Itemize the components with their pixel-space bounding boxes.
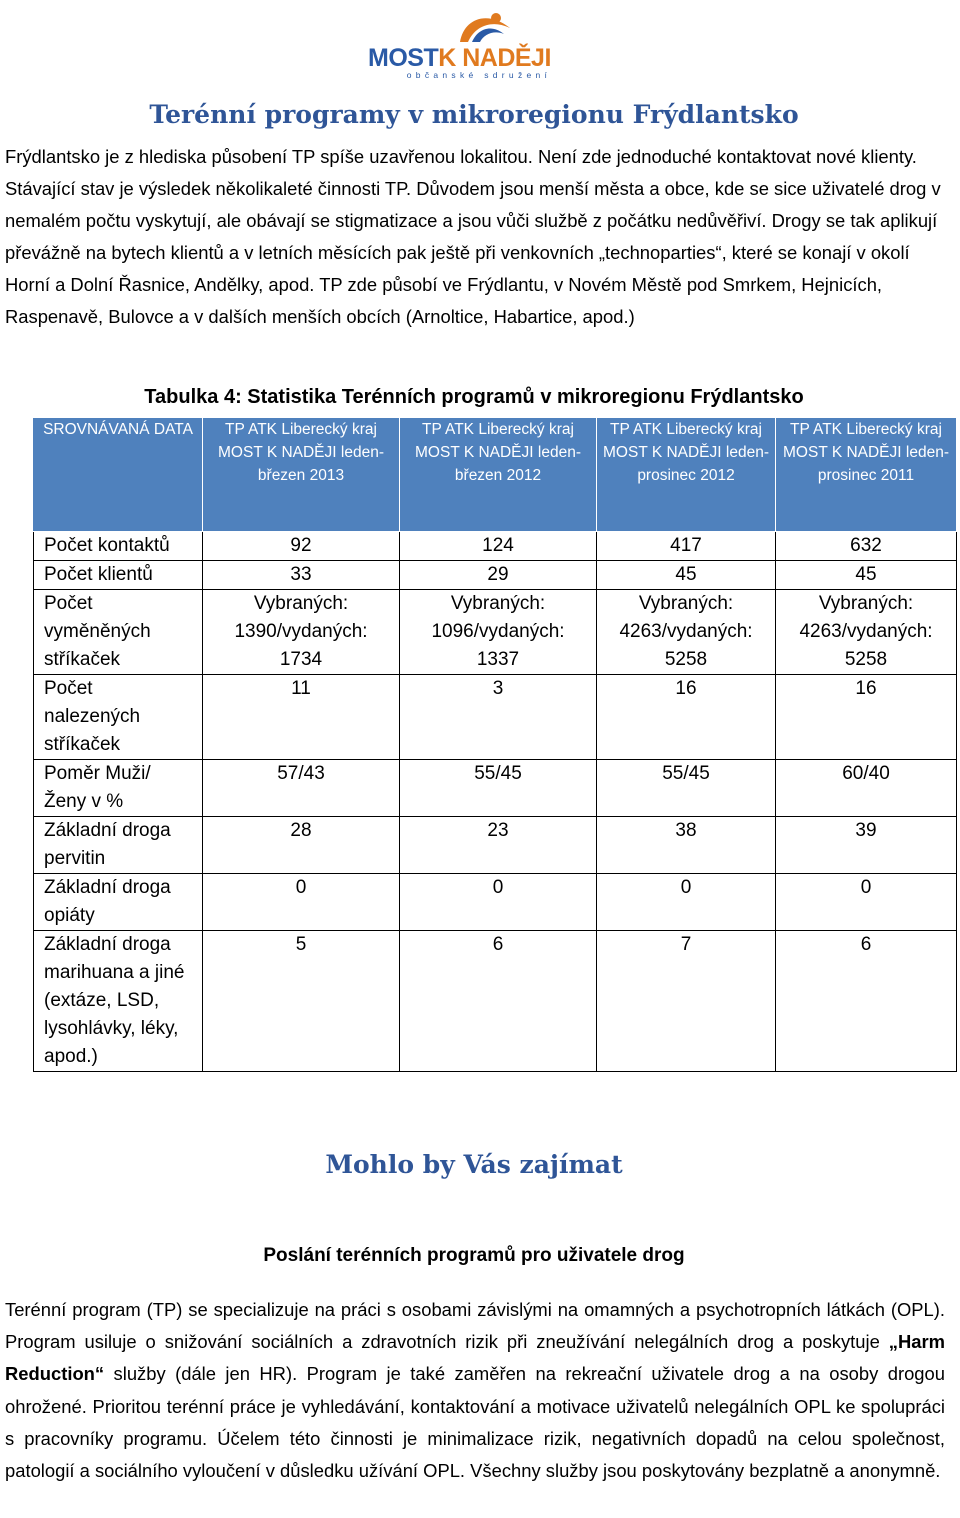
table-row: [34, 675, 957, 760]
value-cell: 7: [597, 931, 776, 1072]
value-cell: 28: [203, 817, 400, 874]
value-cell: 6: [776, 931, 957, 1072]
logo-word-most: MOST: [368, 44, 439, 72]
value-cell: 0: [203, 874, 400, 931]
header-cell: TP ATK Liberecký kraj MOST K NADĚJI leden-březen 2012: [400, 418, 597, 532]
logo-subtitle: občanské sdružení: [406, 70, 552, 80]
value-cell: 23: [400, 817, 597, 874]
value-cell: 632: [776, 532, 957, 561]
header-cell: TP ATK Liberecký kraj MOST K NADĚJI leden-prosinec 2012: [597, 418, 776, 532]
section-text-before: Terénní program (TP) se specializuje na práci s osobami závislými na omamných a psychotropních látkách (OPL). Program usiluje o snižování sociálních a zdravotních rizik při zneužívání nelegálních drog a poskytuje: [5, 1299, 945, 1353]
value-cell: 124: [400, 532, 597, 561]
section-title: Mohlo by Vás zajímat: [325, 1150, 623, 1179]
page-title: Terénní programy v mikroregionu Frýdlantsko: [149, 100, 799, 129]
row-label-cell: Základní droga pervitin: [34, 817, 203, 874]
harm-reduction-term: „Harm Reduction“: [5, 1331, 945, 1385]
logo-wordmark: [368, 44, 588, 73]
value-cell: 55/45: [597, 760, 776, 817]
row-label-cell: Počet klientů: [34, 561, 203, 590]
value-cell: 60/40: [776, 760, 957, 817]
value-cell: 417: [597, 532, 776, 561]
table-row: [34, 931, 957, 1072]
row-label-cell: Počet vyměněných stříkaček: [34, 590, 203, 675]
table-row: [34, 590, 957, 675]
value-cell: 92: [203, 532, 400, 561]
value-cell: Vybraných: 1390/vydaných: 1734: [203, 590, 400, 675]
intro-text-part2: TP zde působí ve Frýdlantu, v Novém Městě pod Smrkem, Hejnicích, Raspenavě, Bulovce a v dalších menších obcích (Arnoltice, Habartice, apod.): [5, 274, 883, 327]
table-row: [34, 817, 957, 874]
section-subtitle: Poslání terénních programů pro uživatele drog: [263, 1245, 685, 1266]
intro-paragraph: [5, 141, 950, 333]
value-cell: 3: [400, 675, 597, 760]
value-cell: 33: [203, 561, 400, 590]
header-cell: TP ATK Liberecký kraj MOST K NADĚJI leden-březen 2013: [203, 418, 400, 532]
section-text-after: služby (dále jen HR). Program je také zaměřen na rekreační uživatele drog a na osoby drogou ohrožené. Prioritou terénní práce je vyhledávání, kontaktování a motivace uživatelů nelegálních OPL ke spolupráci s pracovníky programu. Účelem této činnosti je minimalizace rizik, negativních dopadů na celou společnost, patologií a sociálního vyloučení v důsledku užívání OPL. Všechny služby jsou poskytovány bezplatně a anonymně.: [5, 1363, 945, 1482]
value-cell: 0: [776, 874, 957, 931]
value-cell: Vybraných: 4263/vydaných: 5258: [597, 590, 776, 675]
value-cell: 5: [203, 931, 400, 1072]
value-cell: 57/43: [203, 760, 400, 817]
value-cell: 45: [597, 561, 776, 590]
section-paragraph: [5, 1294, 945, 1487]
header-cell: TP ATK Liberecký kraj MOST K NADĚJI leden-prosinec 2011: [776, 418, 957, 532]
value-cell: 55/45: [400, 760, 597, 817]
value-cell: 29: [400, 561, 597, 590]
value-cell: 39: [776, 817, 957, 874]
row-label-cell: Počet kontaktů: [34, 532, 203, 561]
value-cell: 0: [400, 874, 597, 931]
value-cell: 0: [597, 874, 776, 931]
row-label-cell: Poměr Muži/Ženy v %: [34, 760, 203, 817]
table-caption: Tabulka 4: Statistika Terénních programů v mikroregionu Frýdlantsko: [144, 386, 804, 408]
intro-text-part1: Frýdlantsko je z hlediska působení TP spíše uzavřenou lokalitou. Není zde jednoduché kontaktovat nové klienty. Stávající stav je výsledek několikaleté činnosti TP. Důvodem jsou menší města a obce, kde se sice uživatelé drog v nemalém počtu vyskytují, ale obávají se stigmatizace a jsou vůči službě z počátku nedůvěřiví. Drogy se tak aplikují převážně na bytech klientů a v letních měsících pak ještě při venkovních „technoparties“, které se konají v okolí Horní a Dolní Řasnice, Andělky, apod.: [5, 146, 941, 295]
value-cell: 16: [776, 675, 957, 760]
value-cell: 45: [776, 561, 957, 590]
value-cell: 38: [597, 817, 776, 874]
header-cell: SROVNÁVANÁ DATA: [34, 418, 203, 532]
table-row: [34, 760, 957, 817]
table-row: [34, 874, 957, 931]
row-label-cell: Základní droga opiáty: [34, 874, 203, 931]
value-cell: 11: [203, 675, 400, 760]
value-cell: 16: [597, 675, 776, 760]
row-label-cell: Základní droga marihuana a jiné (extáze, LSD, lysohlávky, léky, apod.): [34, 931, 203, 1072]
value-cell: 6: [400, 931, 597, 1072]
logo: [368, 6, 588, 80]
table-row: [34, 561, 957, 590]
table-header-row: [34, 418, 957, 532]
value-cell: Vybraných: 1096/vydaných: 1337: [400, 590, 597, 675]
value-cell: Vybraných: 4263/vydaných: 5258: [776, 590, 957, 675]
row-label-cell: Počet nalezených stříkaček: [34, 675, 203, 760]
logo-word-knadeji: K NADĚJI: [438, 44, 551, 72]
statistics-table: [33, 417, 957, 1072]
table-row: [34, 532, 957, 561]
